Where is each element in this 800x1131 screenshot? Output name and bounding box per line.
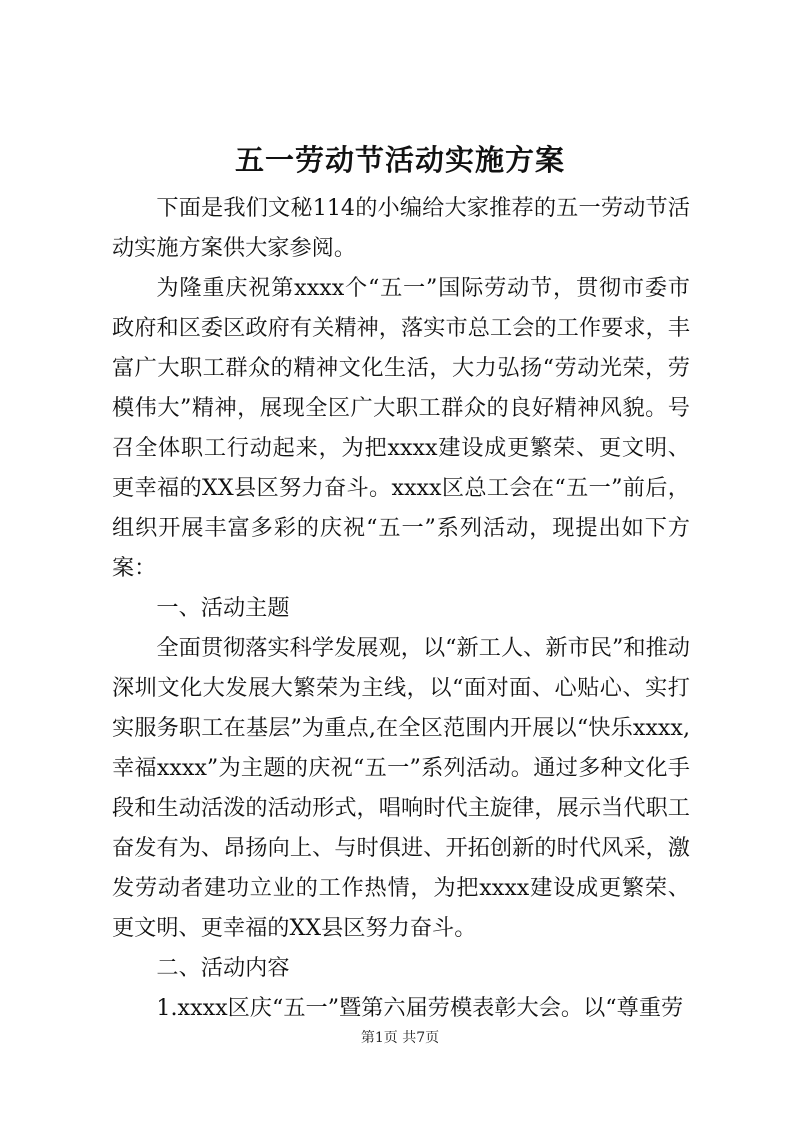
background-paragraph: 为隆重庆祝第xxxx个“五一”国际劳动节，贯彻市委市政府和区委区政府有关精神，落实市总工会的工作要求，丰富广大职工群众的精神文化生活，大力弘扬“劳动光荣，劳模伟大”精神，展现全区广大职工群众的良好精神风貌。号召全体职工行动起来，为把xxxx建设成更繁荣、更文明、更幸福的XX县区努力奋斗。xxxx区总工会在“五一”前后，组织开展丰富多彩的庆祝“五一”系列活动，现提出如下方案： [112, 275, 690, 581]
intro-paragraph: 下面是我们文秘114的小编给大家推荐的五一劳动节活动实施方案供大家参阅。 [112, 195, 690, 261]
page-number-footer: 第1页 共7页 [360, 1030, 440, 1046]
document-body [112, 188, 690, 1028]
content-item-paragraph: 1.xxxx区庆“五一”暨第六届劳模表彰大会。以“尊重劳 [156, 995, 684, 1021]
section-heading-content: 二、活动内容 [156, 955, 290, 981]
document-title: 五一劳动节活动实施方案 [234, 143, 565, 177]
theme-paragraph: 全面贯彻落实科学发展观，以“新工人、新市民”和推动深圳文化大发展大繁荣为主线，以“面对面、心贴心、实打实服务职工在基层”为重点,在全区范围内开展以“快乐xxxx,幸福xxxx”为主题的庆祝“五一”系列活动。通过多种文化手段和生动活泼的活动形式，唱响时代主旋律，展示当代职工奋发有为、昂扬向上、与时俱进、开拓创新的时代风采，激发劳动者建功立业的工作热情，为把xxxx建设成更繁荣、更文明、更幸福的XX县区努力奋斗。 [112, 635, 690, 941]
section-heading-theme: 一、活动主题 [156, 595, 290, 621]
